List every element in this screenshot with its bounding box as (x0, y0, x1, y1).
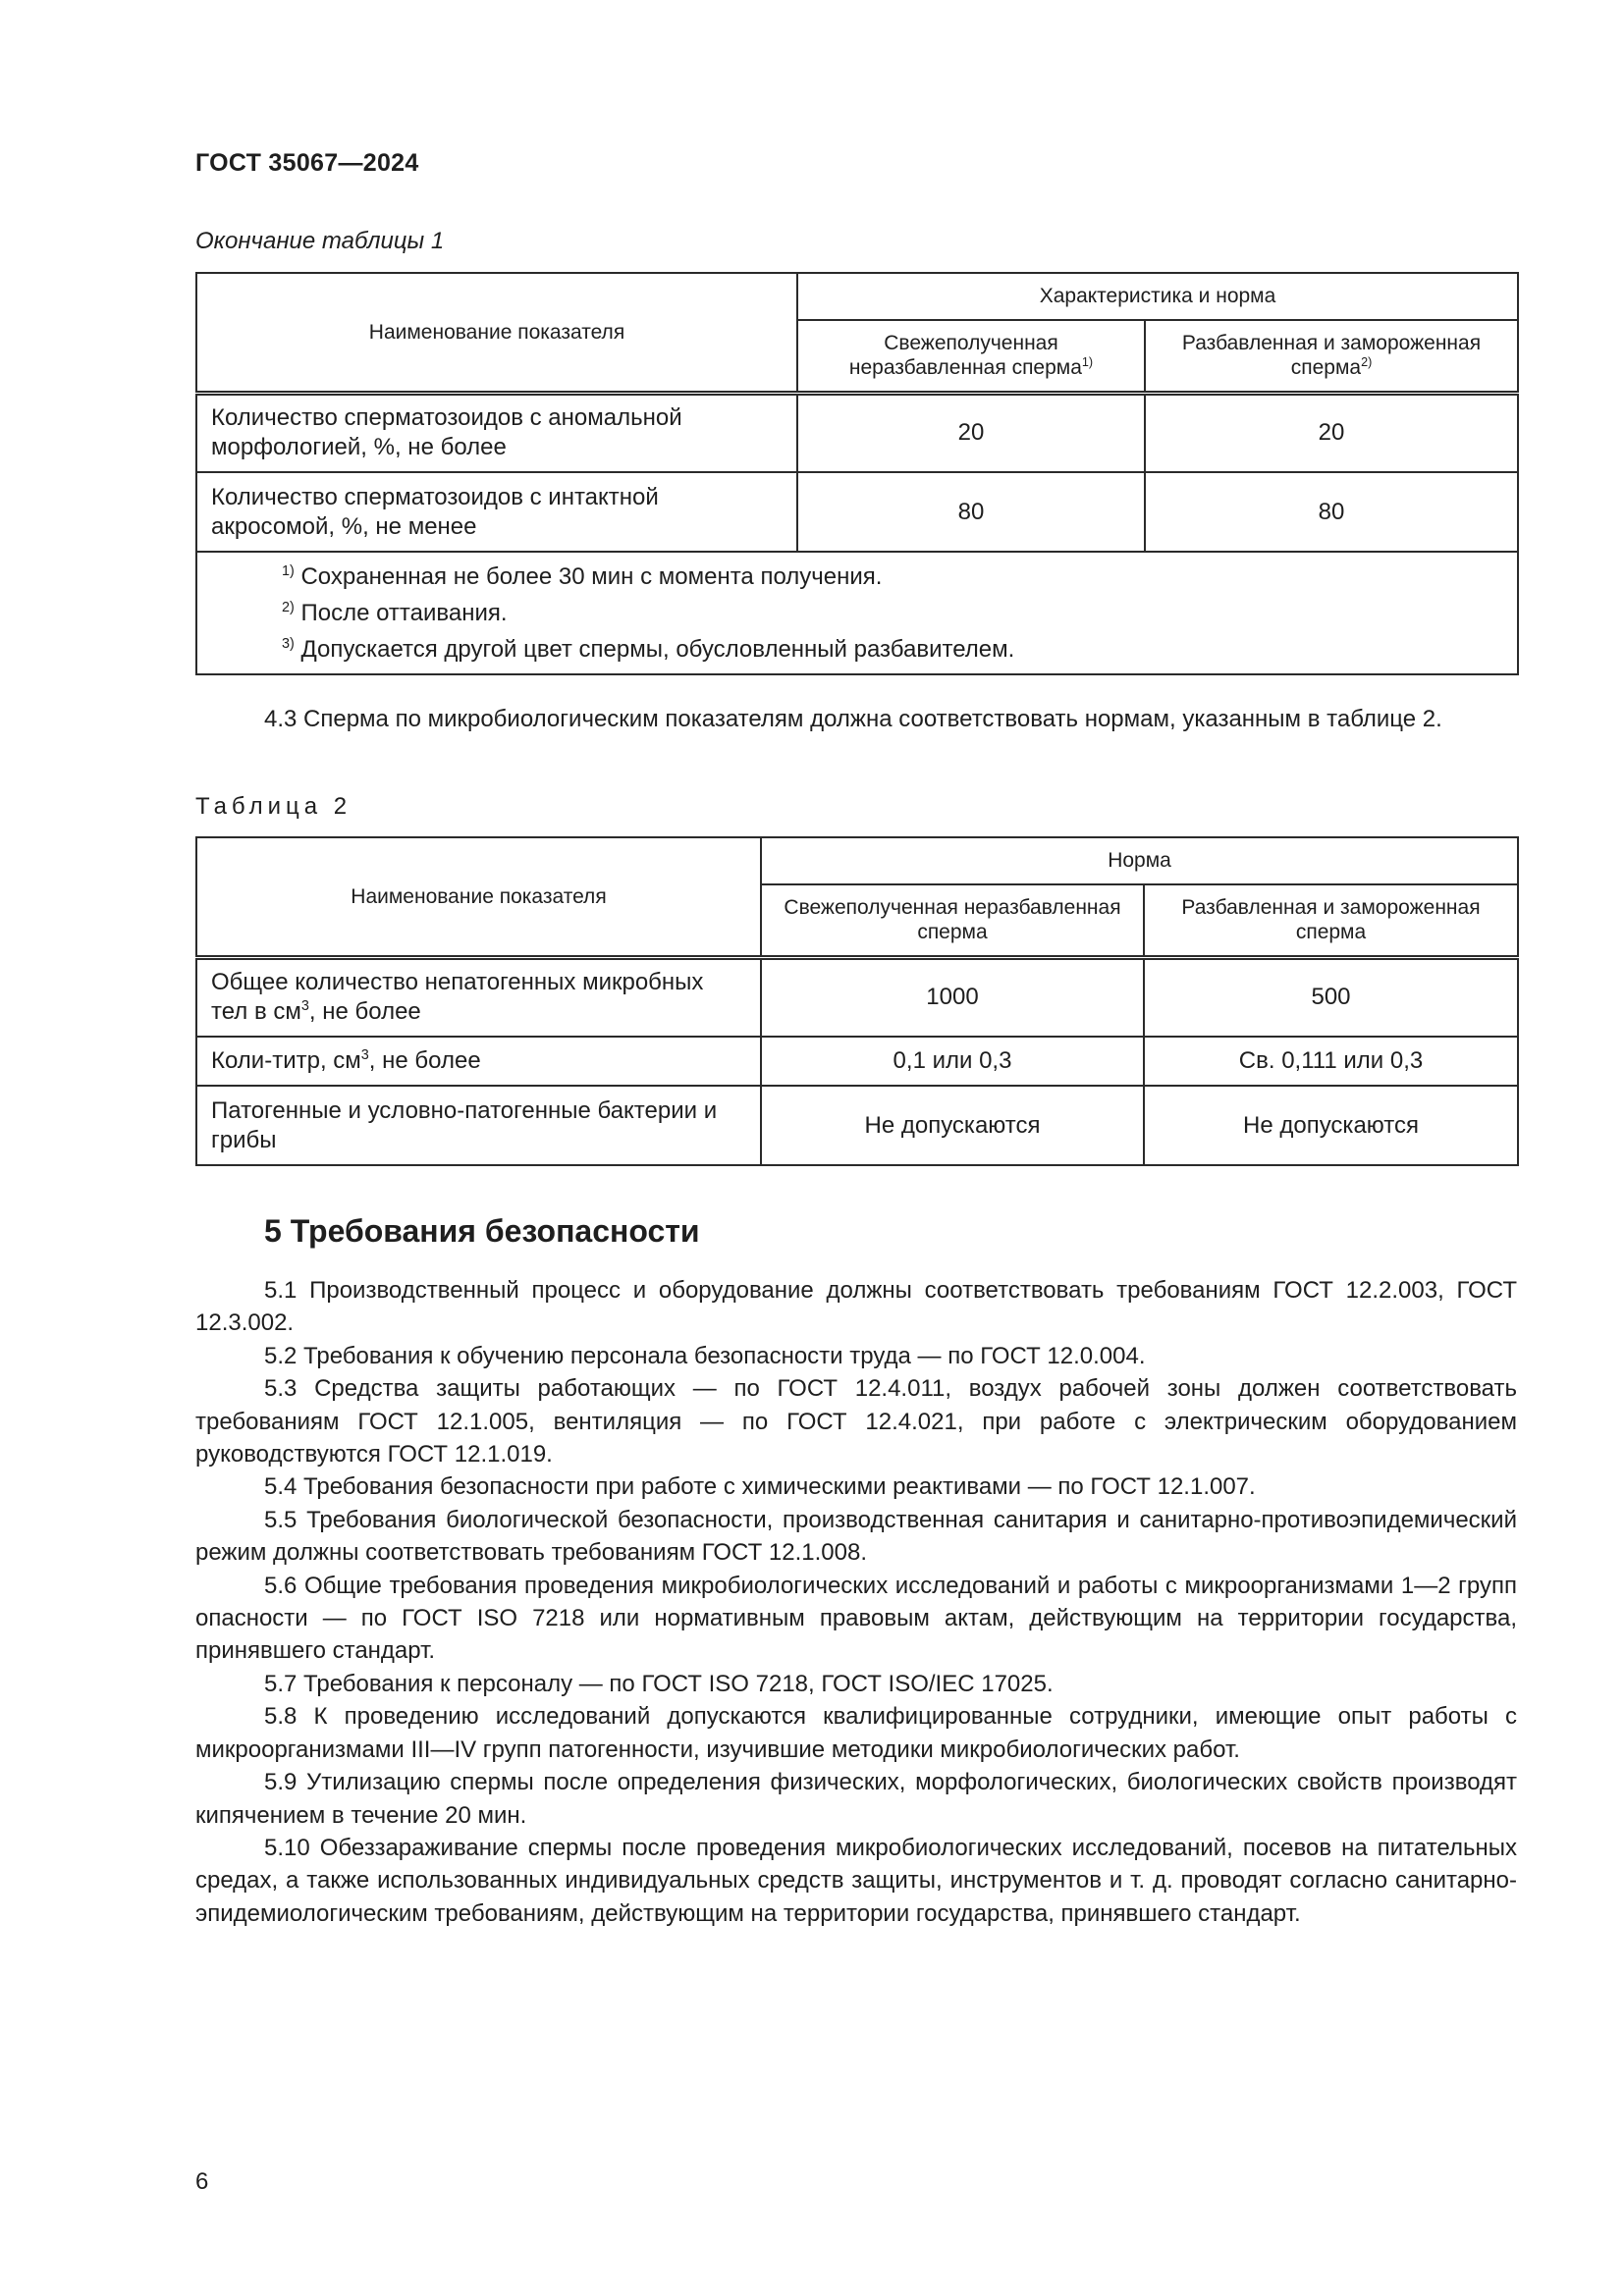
cell-value: Св. 0,111 или 0,3 (1144, 1037, 1518, 1086)
paragraph: 5.8 К проведению исследований допускаются квалифицированные сотрудники, имеющие опыт работы с микроорганизмами III—IV групп патогенности, изучившие методики микробиологических работ. (195, 1703, 1517, 1763)
cell-value: 20 (1145, 393, 1518, 472)
table2-caption: Таблица 2 (195, 793, 352, 820)
table1 (195, 272, 1519, 675)
table-row (196, 957, 1518, 1037)
footnote: $^{3)}$ Допускается другой цвет спермы, обусловленный разбавителем. (282, 636, 1015, 663)
row-name: Количество сперматозоидов с интактной акросомой, %, не менее (196, 472, 797, 552)
table1-col-group-header: Характеристика и норма (797, 273, 1518, 320)
table1-footnotes (196, 552, 1518, 674)
paragraph: 5.1 Производственный процесс и оборудование должны соответствовать требованиям ГОСТ 12.2.003, ГОСТ 12.3.002. (195, 1277, 1517, 1337)
paragraph: 5.6 Общие требования проведения микробиологических исследований и работы с микроорганизмами 1—2 групп опасности — по ГОСТ ISO 7218 или нормативным правовым актам, действующим на территории государства, принявшего стандарт. (195, 1572, 1517, 1665)
paragraph-4-3: 4.3 Сперма по микробиологическим показателям должна соответствовать нормам, указанным в таблице 2. (264, 706, 1442, 732)
table-row (196, 393, 1518, 472)
table2-col-group-header: Норма (761, 837, 1518, 884)
table2-col-a-header: Свежеполученная неразбавленная сперма (761, 884, 1144, 957)
row-name: Коли-титр, $см^3$, не более (196, 1037, 761, 1086)
table-row (196, 1037, 1518, 1086)
table2-col-name-header: Наименование показателя (196, 837, 761, 957)
paragraph: 5.9 Утилизацию спермы после определения физических, морфологических, биологических свойств производят кипячением в течение 20 мин. (195, 1769, 1517, 1829)
paragraph: 5.10 Обеззараживание спермы после проведения микробиологических исследований, посевов на питательных средах, а также использованных индивидуальных средств защиты, инструментов и т. д. проводят согласно санитарно-эпидемиологическим требованиям, действующим на территории государства, принявшего стандарт. (195, 1834, 1517, 1927)
paragraph: 5.5 Требования биологической безопасности, производственная санитария и санитарно-противоэпидемический режим должны соответствовать требованиям ГОСТ 12.1.008. (195, 1506, 1517, 1567)
cell-value: 80 (1145, 472, 1518, 552)
table-row (196, 1086, 1518, 1165)
table1-col-name-header: Наименование показателя (196, 273, 797, 393)
footnote: $^{1)}$ Сохраненная не более 30 мин с момента получения. (282, 563, 883, 590)
section-5-body (195, 1274, 1517, 1930)
table1-col-b-header: Разбавленная и замороженная сперма$^{2)}$ (1145, 320, 1518, 393)
table2-col-b-header: Разбавленная и замороженная сперма (1144, 884, 1518, 957)
document-header: ГОСТ 35067—2024 (195, 149, 419, 177)
paragraph: 5.7 Требования к персоналу — по ГОСТ ISO 7218, ГОСТ ISO/IEC 17025. (264, 1670, 1054, 1697)
footnote: $^{2)}$ После оттаивания. (282, 600, 508, 626)
table1-col-a-header: Свежеполученная неразбавленная сперма$^{1)}$ (797, 320, 1145, 393)
row-name: Общее количество непатогенных микробных тел в $см^3$, не более (196, 957, 761, 1037)
cell-value: Не допускаются (761, 1086, 1144, 1165)
cell-value: 500 (1144, 957, 1518, 1037)
paragraph: 5.3 Средства защиты работающих — по ГОСТ 12.4.011, воздух рабочей зоны должен соответствовать требованиям ГОСТ 12.1.005, вентиляция — по ГОСТ 12.4.021, при работе с электрическим оборудованием руководствуются ГОСТ 12.1.019. (195, 1375, 1517, 1468)
cell-value: 80 (797, 472, 1145, 552)
paragraph: 5.4 Требования безопасности при работе с химическими реактивами — по ГОСТ 12.1.007. (264, 1473, 1256, 1501)
paragraph: 5.2 Требования к обучению персонала безопасности труда — по ГОСТ 12.0.004. (264, 1342, 1146, 1369)
row-name: Количество сперматозоидов с аномальной морфологией, %, не более (196, 393, 797, 472)
table2 (195, 836, 1519, 1166)
cell-value: 0,1 или 0,3 (761, 1037, 1144, 1086)
cell-value: 20 (797, 393, 1145, 472)
table1-caption: Окончание таблицы 1 (195, 228, 445, 254)
row-name: Патогенные и условно-патогенные бактерии и грибы (196, 1086, 761, 1165)
cell-value: 1000 (761, 957, 1144, 1037)
page-number: 6 (195, 2168, 209, 2195)
cell-value: Не допускаются (1144, 1086, 1518, 1165)
table-row (196, 472, 1518, 552)
section-5-title: 5 Требования безопасности (264, 1213, 700, 1249)
